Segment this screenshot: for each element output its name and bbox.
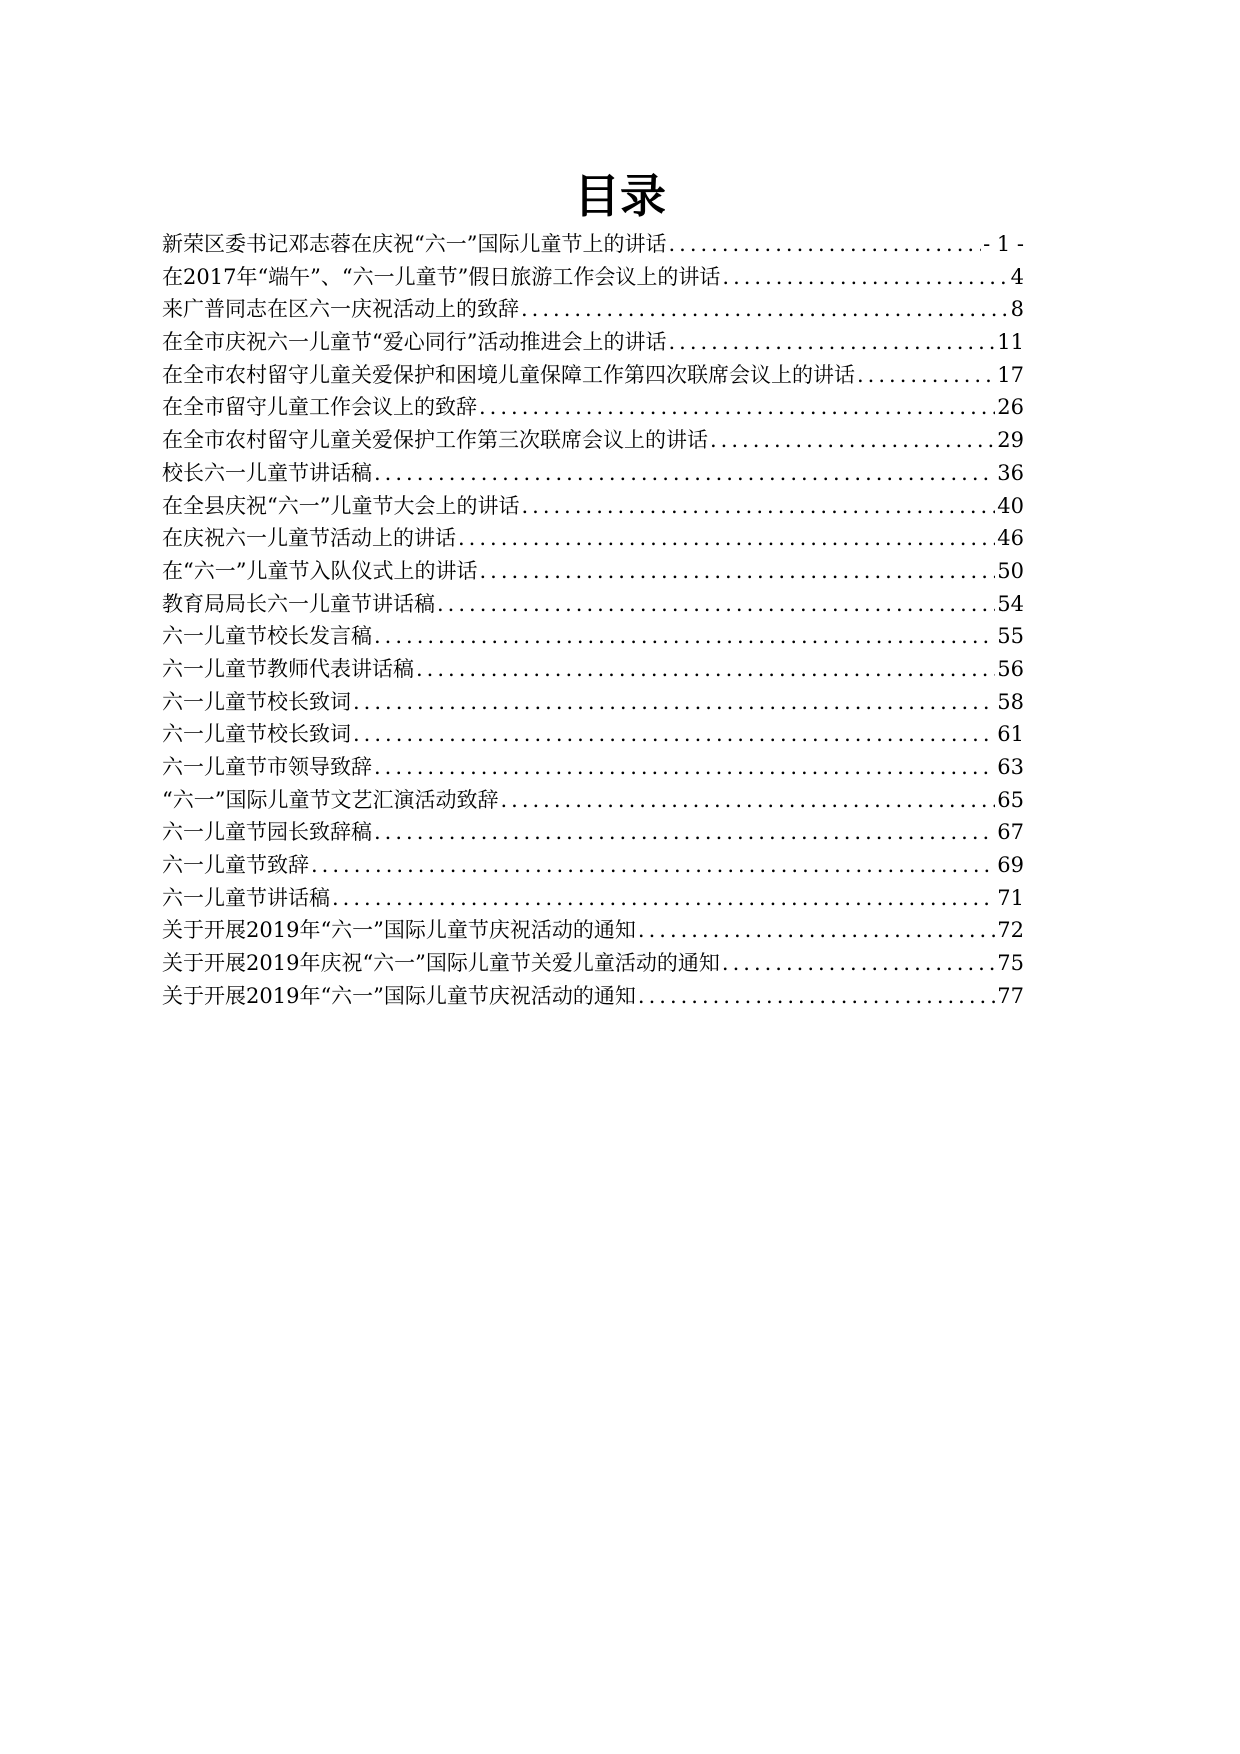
toc-dot-leader [311,849,995,882]
toc-entry[interactable] [162,424,1024,457]
toc-dot-leader [521,293,1009,326]
toc-entry[interactable] [162,620,1024,653]
toc-entry[interactable] [162,718,1024,751]
toc-entry-title: 校长六一儿童节讲话稿 [162,460,372,485]
toc-entry-title: 六一儿童节校长致词 [162,722,351,747]
toc-entry-title: “六一”国际儿童节文艺汇演活动致辞 [162,787,499,812]
toc-entry-title: 六一儿童节市领导致辞 [162,755,372,779]
toc-entry[interactable] [162,914,1024,947]
toc-dot-leader [374,620,995,653]
toc-entry-page-number: 36 [997,460,1024,485]
toc-entry-title: 六一儿童节校长发言稿 [162,624,372,649]
toc-entry-page-number: 67 [997,820,1024,845]
toc-dot-leader [416,653,995,686]
toc-dot-leader [374,457,995,490]
toc-dot-leader [638,980,995,1013]
toc-dot-leader [857,359,995,392]
toc-entry-page-number: - 1 - [983,232,1024,256]
toc-entry-title: 在全市留守儿童工作会议上的致辞 [162,395,477,420]
toc-dot-leader [332,882,995,915]
toc-dot-leader [668,326,995,359]
toc-entry-title: 新荣区委书记邓志蓉在庆祝“六一”国际儿童节上的讲话 [162,232,667,256]
toc-entry-page-number: 72 [997,918,1024,943]
toc-entry-title: 关于开展2019年庆祝“六一”国际儿童节关爱儿童活动的通知 [162,951,720,976]
toc-entry[interactable] [162,751,1024,784]
toc-title: 目录 [574,169,666,223]
toc-entry-page-number: 61 [997,722,1024,747]
toc-entry-page-number: 11 [997,330,1024,355]
toc-entry[interactable] [162,457,1024,490]
toc-entry-title: 六一儿童节致辞 [162,853,309,878]
toc-dot-leader [710,424,995,457]
toc-entry-title: 在全市农村留守儿童关爱保护和困境儿童保障工作第四次联席会议上的讲话 [162,362,855,387]
toc-entry-page-number: 46 [997,526,1024,551]
toc-entry[interactable] [162,588,1024,621]
toc-entry[interactable] [162,555,1024,588]
toc-entry-title: 六一儿童节讲话稿 [162,885,330,910]
toc-dot-leader [353,718,995,751]
toc-entry[interactable] [162,359,1024,392]
toc-entry-page-number: 26 [997,395,1024,420]
toc-entry-title: 在全市庆祝六一儿童节“爱心同行”活动推进会上的讲话 [162,330,667,355]
toc-dot-leader [353,686,995,719]
toc-entry[interactable] [162,849,1024,882]
toc-dot-leader [722,261,1008,294]
toc-dot-leader [521,490,995,523]
toc-entry[interactable] [162,980,1024,1013]
toc-entry[interactable] [162,326,1024,359]
toc-entry[interactable] [162,882,1024,915]
toc-entry-title: 六一儿童节园长致辞稿 [162,820,372,845]
toc-dot-leader [722,947,995,980]
toc-entry[interactable] [162,391,1024,424]
toc-list [162,228,1024,1013]
toc-entry[interactable] [162,784,1024,817]
toc-entry[interactable] [162,490,1024,523]
toc-entry[interactable] [162,686,1024,719]
toc-dot-leader [638,914,995,947]
toc-entry[interactable] [162,947,1024,980]
toc-entry-page-number: 29 [997,428,1024,453]
toc-entry-page-number: 17 [997,362,1024,387]
toc-entry-title: 六一儿童节教师代表讲话稿 [162,656,414,681]
toc-entry-page-number: 50 [997,558,1024,583]
toc-entry-page-number: 65 [997,787,1024,812]
toc-entry-page-number: 8 [1010,297,1024,322]
toc-dot-leader [458,522,995,555]
toc-dot-leader [374,816,995,849]
toc-entry-page-number: 4 [1010,264,1024,289]
toc-entry-page-number: 56 [997,656,1024,681]
toc-entry-page-number: 54 [997,591,1024,616]
toc-entry-page-number: 63 [997,755,1024,779]
toc-entry-page-number: 77 [997,983,1024,1008]
toc-entry-page-number: 58 [997,689,1024,714]
toc-dot-leader [500,784,995,817]
toc-entry-title: 六一儿童节校长致词 [162,689,351,714]
toc-entry-title: 在全市农村留守儿童关爱保护工作第三次联席会议上的讲话 [162,428,708,453]
toc-dot-leader [479,555,995,588]
toc-entry-title: 在全县庆祝“六一”儿童节大会上的讲话 [162,493,520,518]
toc-dot-leader [668,228,981,261]
toc-entry-title: 来广普同志在区六一庆祝活动上的致辞 [162,297,519,322]
toc-dot-leader [479,391,995,424]
toc-entry-title: 教育局局长六一儿童节讲话稿 [162,591,435,616]
toc-entry-title: 在“六一”儿童节入队仪式上的讲话 [162,558,478,583]
toc-entry-page-number: 71 [997,885,1024,910]
toc-entry-title: 关于开展2019年“六一”国际儿童节庆祝活动的通知 [162,918,636,943]
toc-entry[interactable] [162,228,1024,261]
toc-entry-page-number: 69 [997,853,1024,878]
toc-entry[interactable] [162,653,1024,686]
toc-entry[interactable] [162,261,1024,294]
toc-entry[interactable] [162,522,1024,555]
toc-entry-title: 在庆祝六一儿童节活动上的讲话 [162,526,456,551]
toc-dot-leader [374,751,995,784]
toc-dot-leader [437,588,995,621]
toc-entry-title: 关于开展2019年“六一”国际儿童节庆祝活动的通知 [162,983,636,1008]
toc-entry-page-number: 55 [997,624,1024,649]
toc-entry-page-number: 40 [997,493,1024,518]
toc-entry[interactable] [162,816,1024,849]
toc-entry-title: 在2017年“端午”、“六一儿童节”假日旅游工作会议上的讲话 [162,264,721,289]
toc-entry-page-number: 75 [997,951,1024,976]
toc-entry[interactable] [162,293,1024,326]
